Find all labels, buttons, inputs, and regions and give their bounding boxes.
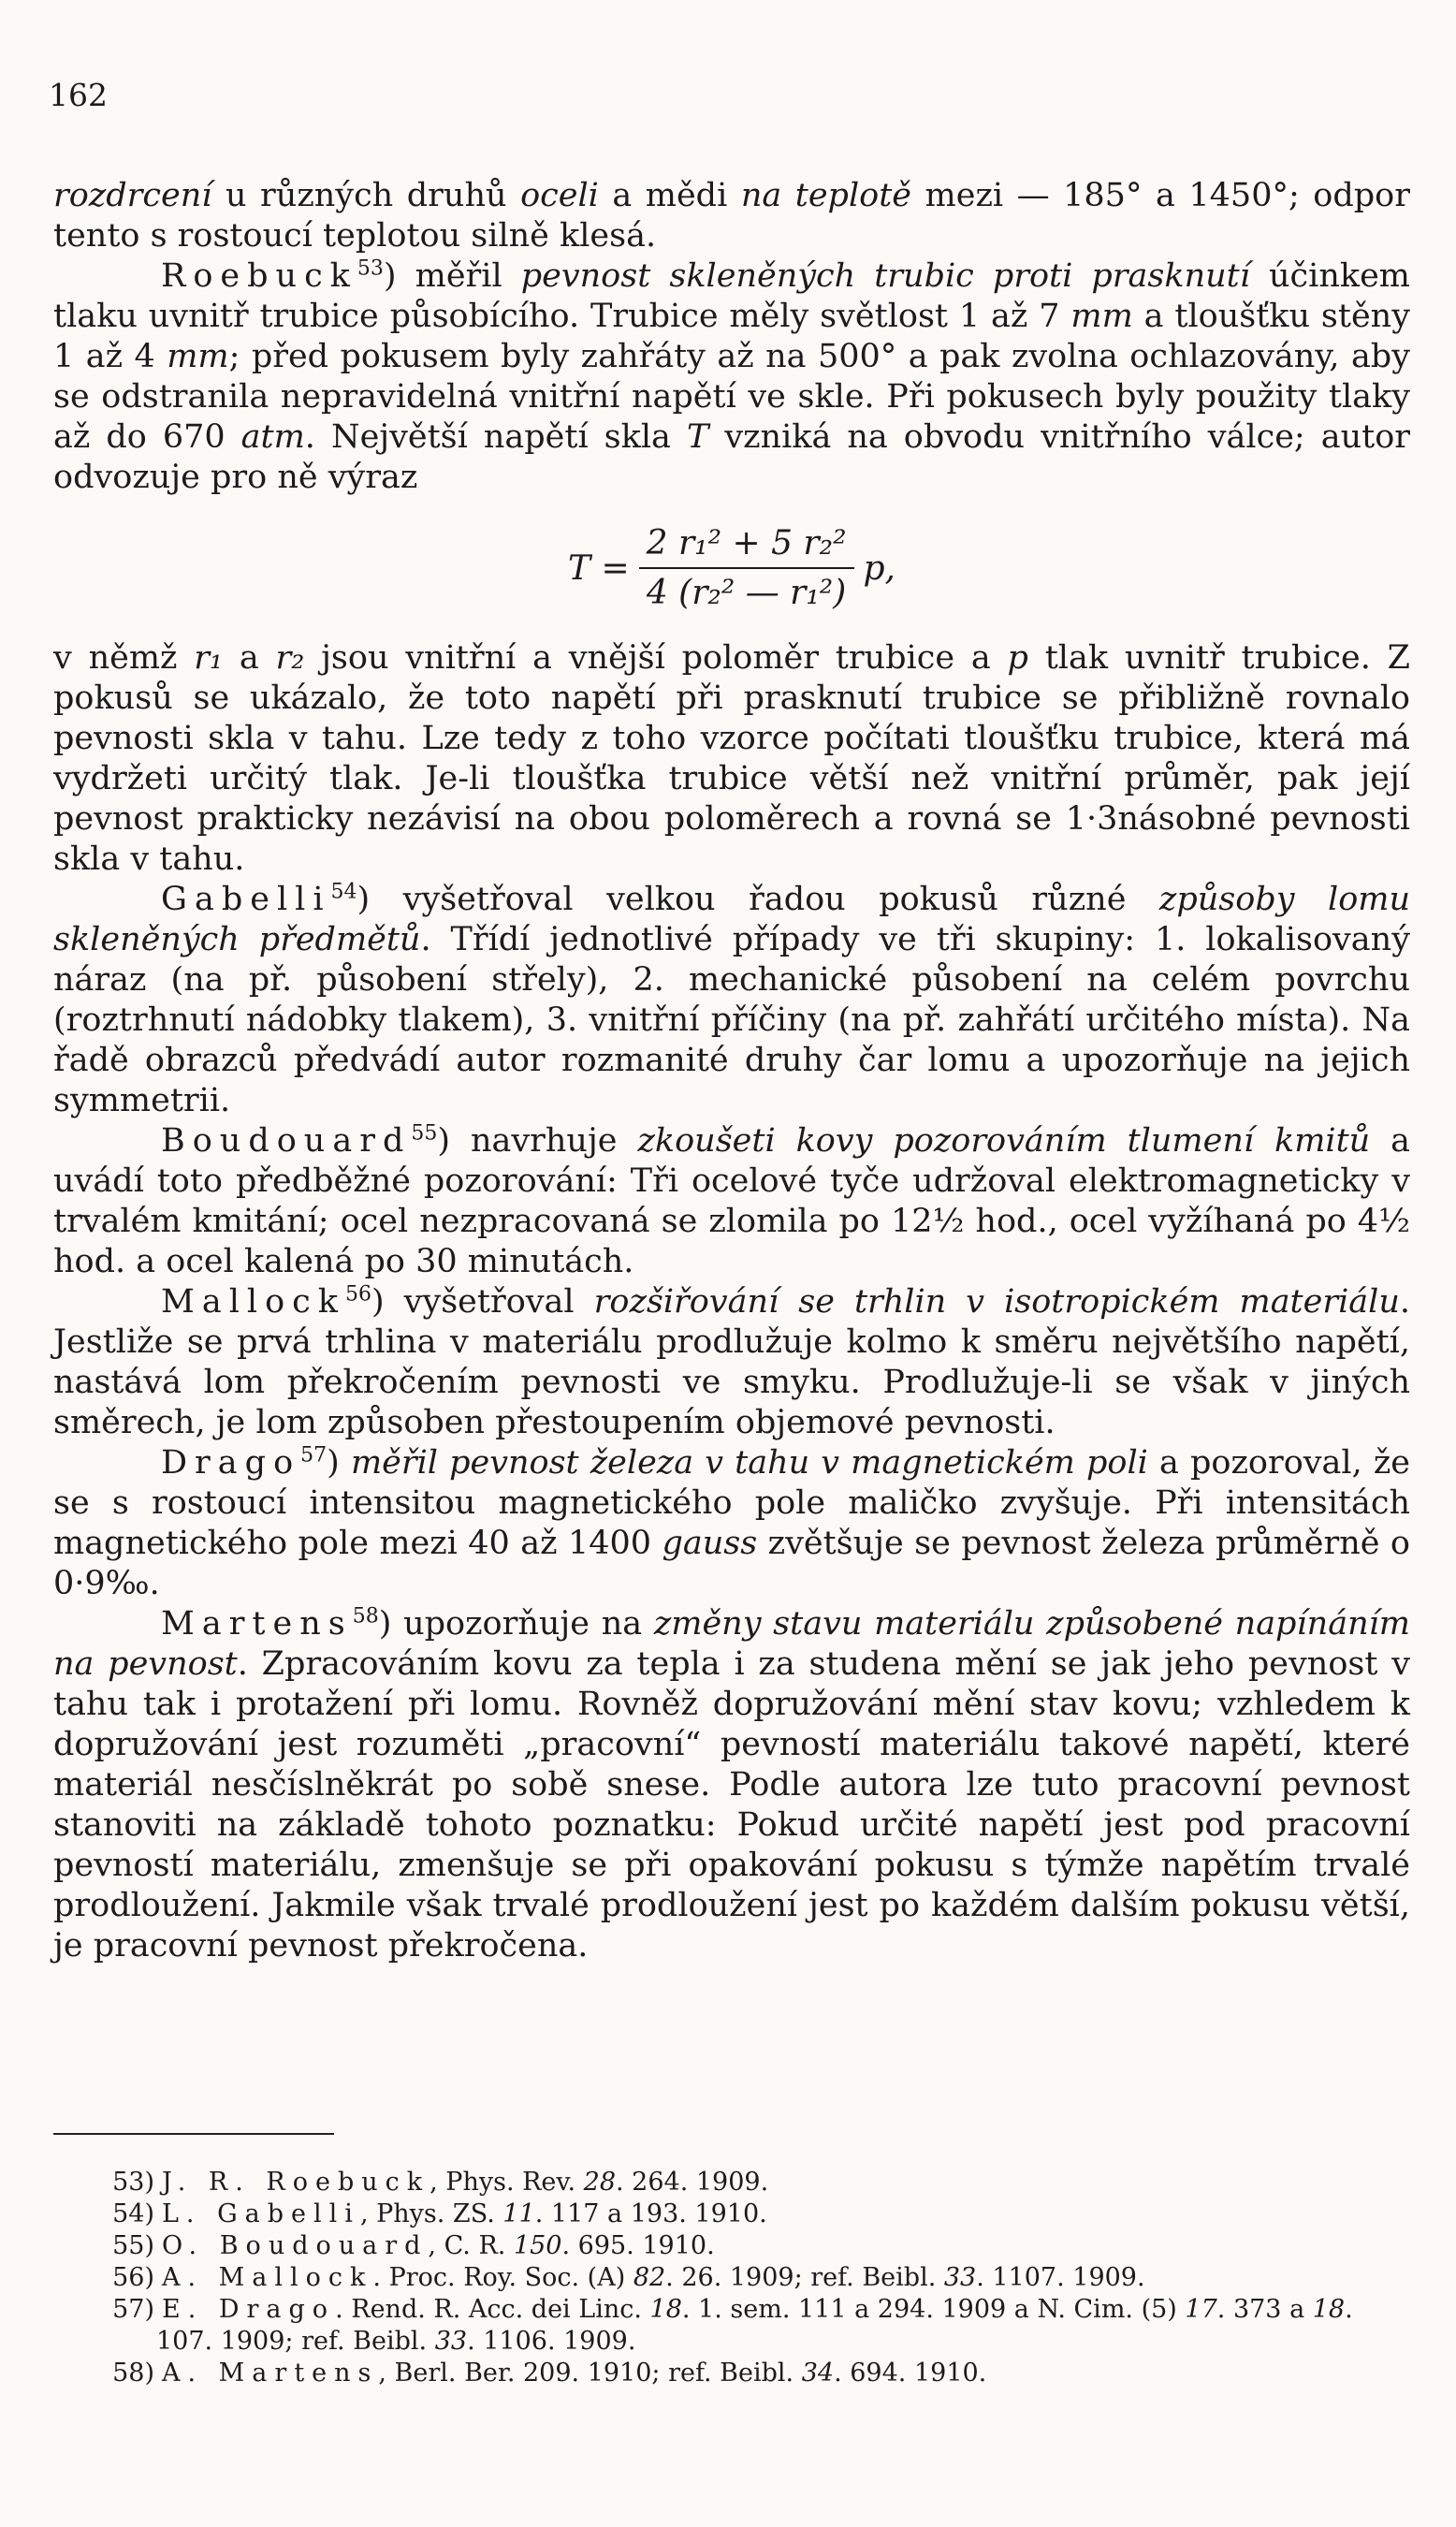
- volume: 11: [502, 2199, 535, 2228]
- footnote-54: [53, 2198, 1410, 2230]
- text: mezi — 185° a 1450°; odpor tento s rostoucí teplotou silně klesá.: [53, 177, 1410, 255]
- footnote-56: [53, 2262, 1410, 2294]
- volume: 18: [1312, 2295, 1346, 2324]
- text: a: [223, 639, 276, 677]
- page-number: 162: [49, 77, 108, 113]
- text: jsou vnitřní a vnější poloměr trubice a: [304, 639, 1008, 677]
- text: . 1107. 1909.: [976, 2263, 1145, 2292]
- variable: T: [686, 418, 709, 456]
- footnote-55: [53, 2230, 1410, 2262]
- author-name: Boudouard: [161, 1122, 412, 1160]
- footnote-author: A. Mallock: [162, 2263, 373, 2292]
- paragraph-gabelli: [53, 880, 1410, 1121]
- footnote-number: 58): [112, 2359, 154, 2388]
- emphasis: měřil pevnost železa v tahu v magnetickém poli: [350, 1444, 1148, 1482]
- text: . 264. 1909.: [616, 2168, 769, 2197]
- text: u různých druhů: [211, 177, 521, 214]
- formula-lhs: T =: [567, 548, 630, 588]
- text: . 695. 1910.: [561, 2231, 715, 2260]
- variable: p: [1007, 639, 1028, 677]
- text: zvětšuje se pevnost železa průměrně o 0·9‰.: [53, 1525, 1410, 1602]
- text: ) vyšetřoval velkou řadou pokusů různé: [357, 881, 1159, 918]
- volume: 18: [649, 2295, 682, 2324]
- paragraph-boudouard: [53, 1121, 1410, 1282]
- emphasis: oceli: [520, 177, 599, 214]
- emphasis: změny stavu materiálu způsobené napínáním na pevnost: [53, 1605, 1410, 1683]
- text: . Největší napětí skla: [304, 418, 687, 456]
- text: . Třídí jednotlivé případy ve tři skupiny: 1. lokalisovaný náraz (na př. působení střely), 2. mechanické působení na celém povrchu (roztrhnutí nádobky tlakem), 3. vnitřní příčiny (na př. zahřátí určitého místa). Na řadě obrazců předvádí autor rozmanité druhy čar lomu a upozorňuje na jejich symmetrii.: [53, 921, 1410, 1119]
- emphasis: rozšiřování se trhlin v isotropickém materiálu: [593, 1283, 1400, 1321]
- footnote-divider: [53, 2133, 334, 2135]
- text: vzniká na obvodu vnitřního válce; autor odvozuje pro ně výraz: [53, 418, 1411, 496]
- footnote-53: [53, 2167, 1410, 2198]
- unit: atm: [240, 418, 305, 456]
- text: ) upozorňuje na: [378, 1605, 654, 1643]
- formula-rhs: p,: [863, 548, 895, 588]
- footnote-author: E. Drago: [162, 2295, 336, 2324]
- footnote-author: O. Boudouard: [162, 2231, 429, 2260]
- text: a tloušťku stěny 1 až 4: [53, 298, 1410, 375]
- text: ) vyšetřoval: [371, 1283, 594, 1321]
- text: tlak uvnitř trubice. Z pokusů se ukázalo, že toto napětí při prasknutí trubice se přibližně rovnalo pevnosti skla v tahu. Lze tedy z toho vzorce počítati tloušťku trubice, která má vydržeti určitý tlak. Je-li tloušťka trubice větší než vnitřní průměr, pak její pevnost prakticky nezávisí na obou poloměrech a rovná se 1·3násobné pevnosti skla v tahu.: [53, 639, 1410, 878]
- footnote-57: [53, 2294, 1410, 2358]
- text: . Jestliže se prvá trhlina v materiálu prodlužuje kolmo k směru největšího napětí, nastává lom překročením pevnosti ve smyku. Prodlužuje-li se však v jiných směrech, je lom způsoben přestoupením objemové pevnosti.: [53, 1283, 1411, 1441]
- text: . Proc. Roy. Soc. (A): [372, 2263, 633, 2292]
- text: účinkem tlaku uvnitř trubice působícího. Trubice měly světlost 1 až 7: [53, 257, 1410, 335]
- volume: 17: [1185, 2295, 1217, 2324]
- footnotes: [53, 2167, 1410, 2389]
- volume: 33: [434, 2327, 468, 2356]
- paragraph-roebuck: [53, 256, 1410, 498]
- author-name: Mallock: [161, 1283, 345, 1321]
- author-name: Gabelli: [161, 881, 331, 918]
- footnote-author: L. Gabelli: [162, 2199, 360, 2228]
- author-name: Roebuck: [161, 257, 357, 295]
- emphasis: způsoby lomu skleněných předmětů: [53, 881, 1410, 958]
- volume: 150: [513, 2231, 562, 2260]
- emphasis: rozdrcení: [53, 177, 212, 214]
- text: . 107. 1909; ref. Beibl.: [156, 2295, 1353, 2356]
- paragraph-3: [53, 638, 1410, 880]
- footnote-ref: 56: [344, 1282, 371, 1307]
- text: ): [327, 1444, 351, 1482]
- paragraph-mallock: [53, 1282, 1410, 1443]
- paragraph-martens: [53, 1604, 1410, 1966]
- emphasis: na teplotě: [740, 177, 911, 214]
- text: . 373 a: [1216, 2295, 1313, 2324]
- footnote-author: A. Martens: [162, 2359, 379, 2388]
- text: a pozoroval, že se s rostoucí intensitou magnetického pole maličko zvyšuje. Při intensitách magnetického pole mezi 40 až 1400: [53, 1444, 1411, 1562]
- paragraph-drago: [53, 1443, 1410, 1604]
- text: ; před pokusem byly zahřáty až na 500° a pak zvolna ochlazovány, aby se odstranila nepravidelná vnitřní napětí ve skle. Při pokusech byly použity tlaky až do 670: [53, 338, 1410, 456]
- variable: r₁: [194, 639, 224, 677]
- footnote-ref: 54: [330, 880, 357, 904]
- footnote-author: J. R. Roebuck: [162, 2168, 430, 2197]
- text: . Rend. R. Acc. dei Linc.: [335, 2295, 650, 2324]
- text: . 1106. 1909.: [467, 2327, 636, 2356]
- text: a mědi: [598, 177, 741, 214]
- emphasis: zkoušeti kovy pozorováním tlumení kmitů: [637, 1122, 1371, 1160]
- body-text: [53, 176, 1410, 1966]
- paragraph-1: [53, 176, 1410, 256]
- text: . 1. sem. 111 a 294. 1909 a N. Cim. (5): [681, 2295, 1186, 2324]
- footnote-58: [53, 2358, 1410, 2389]
- variable: r₂: [275, 639, 305, 677]
- text: ) měřil: [383, 257, 521, 295]
- unit: mm: [1070, 298, 1133, 335]
- volume: 82: [633, 2263, 666, 2292]
- author-name: Drago: [161, 1444, 301, 1482]
- text: , Berl. Ber. 209. 1910; ref. Beibl.: [378, 2359, 802, 2388]
- footnote-number: 53): [112, 2168, 154, 2197]
- volume: 34: [801, 2359, 835, 2388]
- author-name: Martens: [161, 1605, 353, 1643]
- footnote-ref: 55: [411, 1121, 438, 1146]
- text: , C. R.: [428, 2231, 514, 2260]
- footnote-number: 55): [112, 2231, 154, 2260]
- text: , Phys. Rev.: [430, 2168, 584, 2197]
- volume: 33: [943, 2263, 977, 2292]
- text: ) navrhuje: [437, 1122, 638, 1160]
- text: . 117 a 193. 1910.: [534, 2199, 767, 2228]
- unit: mm: [167, 338, 229, 375]
- footnote-ref: 57: [300, 1443, 328, 1468]
- text: . 694. 1910.: [834, 2359, 987, 2388]
- unit: gauss: [662, 1525, 758, 1562]
- formula-fraction: [639, 523, 854, 613]
- text: , Phys. ZS.: [359, 2199, 503, 2228]
- footnote-ref: 53: [357, 256, 384, 281]
- footnote-number: 54): [112, 2199, 154, 2228]
- formula: [53, 498, 1410, 638]
- volume: 28: [583, 2168, 616, 2197]
- text: a uvádí toto předběžné pozorování: Tři ocelové tyče udržoval elektromagneticky v trvalém kmitání; ocel nezpracovaná se zlomila po 12½ hod., ocel vyžíhaná po 4½ hod. a ocel kalená po 30 minutách.: [53, 1122, 1411, 1280]
- formula-denominator: 4 (r₂² — r₁²): [646, 574, 847, 612]
- text: . 26. 1909; ref. Beibl.: [665, 2263, 944, 2292]
- footnote-number: 57): [112, 2295, 154, 2324]
- footnote-number: 56): [112, 2263, 154, 2292]
- emphasis: pevnost skleněných trubic proti prasknutí: [520, 257, 1250, 295]
- footnote-ref: 58: [352, 1604, 379, 1629]
- text: v němž: [53, 639, 195, 677]
- formula-numerator: 2 r₁² + 5 r₂²: [639, 523, 854, 569]
- text: . Zpracováním kovu za tepla i za studena mění se jak jeho pevnost v tahu tak i protažení při lomu. Rovněž dopružování mění stav kovu; vzhledem k dopružování jest rozuměti „pracovní“ pevností materiálu takové napětí, které materiál nesčíslněkrát po sobě snese. Podle autora lze tuto pracovní pevnost stanoviti na základě tohoto poznatku: Pokud určité napětí jest pod pracovní pevností materiálu, zmenšuje se při opakování pokusu s týmže napětím trvalé prodloužení. Jakmile však trvalé prodloužení jest po každém dalším pokusu větší, je pracovní pevnost překročena.: [53, 1645, 1410, 1965]
